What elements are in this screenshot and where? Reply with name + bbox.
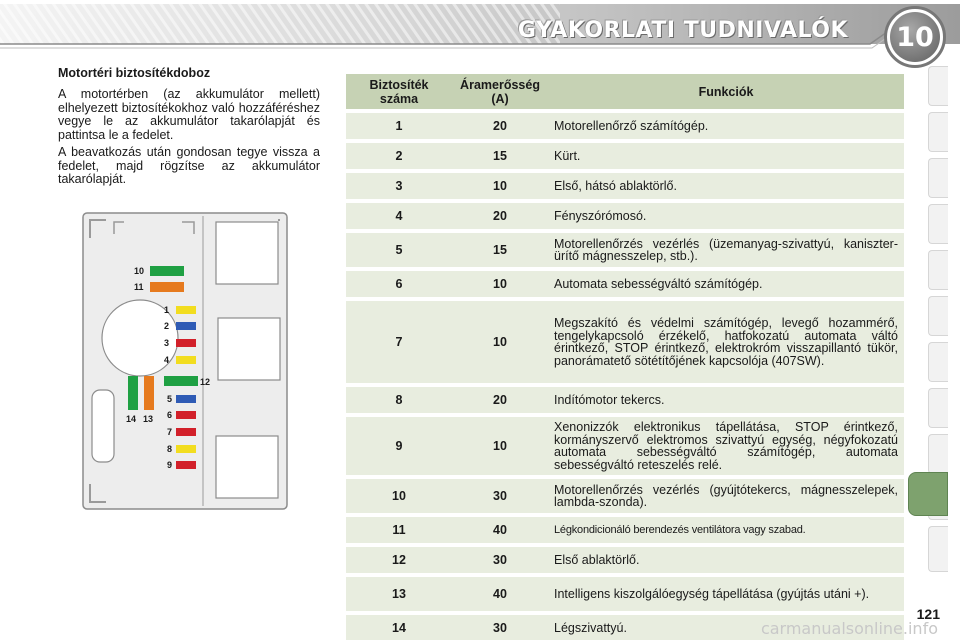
fuse-label: 2 xyxy=(164,321,170,331)
fuse-number: 6 xyxy=(346,271,452,297)
fuse-function: Indítómotor tekercs. xyxy=(548,387,904,413)
fuse-6 xyxy=(176,411,196,419)
watermark: carmanualsonline.info xyxy=(760,619,938,638)
fuse-7 xyxy=(176,428,196,436)
fuse-number: 3 xyxy=(346,173,452,199)
fuse-function: Motorellenőrző számítógép. xyxy=(548,113,904,139)
chapter-tab[interactable] xyxy=(928,342,948,382)
fuse-label: 8 xyxy=(167,444,173,454)
fuse-13 xyxy=(144,376,154,410)
fuse-function: Megszakító és védelmi számítógép, levegő hozammérő, tengelykapcsoló érzékelő, hatfokozatú automata váltó érintkező, STOP érintkező, elektrokróm visszapillantó tükör, panorámatető sötétítőjének kapcsolója (407SW). xyxy=(548,301,904,383)
fuse-amperage: 20 xyxy=(452,113,548,139)
page-header-title: GYAKORLATI TUDNIVALÓK xyxy=(517,18,848,43)
fuse-function: Motorellenőrzés vezérlés (üzemanyag-szivattyú, kaniszter-ürítő mágnesszelep, stb.). xyxy=(548,233,904,267)
relay-slot xyxy=(218,318,280,380)
fuse-amperage: 10 xyxy=(452,173,548,199)
table-row xyxy=(346,173,904,199)
table-row xyxy=(346,577,904,611)
fuse-2 xyxy=(176,322,196,330)
fuse-function: Légkondicionáló berendezés ventilátora vagy szabad. xyxy=(548,517,904,543)
fuse-number: 5 xyxy=(346,233,452,267)
chapter-tab[interactable] xyxy=(928,66,948,106)
table-row xyxy=(346,301,904,383)
chapter-tab[interactable] xyxy=(928,388,948,428)
fuse-number: 1 xyxy=(346,113,452,139)
fuse-amperage: 15 xyxy=(452,143,548,169)
fuse-amperage: 30 xyxy=(452,547,548,573)
fuse-function: Xenonizzók elektronikus tápellátása, STOP érintkező, kormányszervő elektromos szivattyú egység, négyfokozatú automata sebességváltó számítógép, automata sebességváltó reteszelés relé. xyxy=(548,417,904,475)
fuse-amperage: 15 xyxy=(452,233,548,267)
fuse-function: Motorellenőrzés vezérlés (gyújtótekercs, mágnesszelepek, lambda-szonda). xyxy=(548,479,904,513)
intro-paragraph-2: A beavatkozás után gondosan tegye vissza a fedelet, majd rögzítse az akkumulátor takarólapját. xyxy=(58,145,320,186)
chapter-badge-inner xyxy=(890,12,940,62)
fuse-5 xyxy=(176,395,196,403)
fuse-amperage: 40 xyxy=(452,577,548,611)
table-row xyxy=(346,203,904,229)
fuse-amperage: 30 xyxy=(452,615,548,640)
fuse-amperage: 40 xyxy=(452,517,548,543)
fuse-label: 11 xyxy=(134,282,144,292)
chapter-tab[interactable] xyxy=(928,158,948,198)
chapter-tab[interactable] xyxy=(928,296,948,336)
chapter-tab[interactable] xyxy=(928,434,948,474)
chapter-tab[interactable] xyxy=(928,112,948,152)
fuse-function: Kürt. xyxy=(548,143,904,169)
table-row xyxy=(346,547,904,573)
chapter-badge xyxy=(884,6,946,68)
table-row xyxy=(346,417,904,475)
fuse-label: 3 xyxy=(164,338,170,348)
fuse-function: Első, hátsó ablaktörlő. xyxy=(548,173,904,199)
fuse-label: 1 xyxy=(164,305,170,315)
fuse-function: Intelligens kiszolgálóegység tápellátása (gyújtás utáni +). xyxy=(548,577,904,611)
oval-slot xyxy=(92,390,114,462)
fuse-label: 9 xyxy=(167,460,173,470)
fuse-label: 5 xyxy=(167,394,173,404)
fuse-amperage: 20 xyxy=(452,387,548,413)
fuse-amperage: 20 xyxy=(452,203,548,229)
fuse-number: 14 xyxy=(346,615,452,640)
chapter-tab-active[interactable] xyxy=(908,472,948,516)
table-row xyxy=(346,479,904,513)
fuse-amperage: 10 xyxy=(452,417,548,475)
fuse-12 xyxy=(164,376,198,386)
fuse-label: 14 xyxy=(126,414,137,424)
table-row xyxy=(346,233,904,267)
fuse-label: 7 xyxy=(167,427,173,437)
fuse-number: 4 xyxy=(346,203,452,229)
fuse-8 xyxy=(176,445,196,453)
table-row xyxy=(346,387,904,413)
chapter-tab[interactable] xyxy=(928,526,948,572)
fuse-9 xyxy=(176,461,196,469)
relay-slot xyxy=(216,222,278,284)
fuse-function: Automata sebességváltó számítógép. xyxy=(548,271,904,297)
table-row xyxy=(346,143,904,169)
page-number: 121 xyxy=(916,606,940,622)
fuse-label: 6 xyxy=(167,410,173,420)
fuse-label: 4 xyxy=(164,355,170,365)
table-row xyxy=(346,517,904,543)
fuse-number: 9 xyxy=(346,417,452,475)
fuse-number: 10 xyxy=(346,479,452,513)
section-title: Motortéri biztosítékdoboz xyxy=(58,66,211,80)
fuse-number: 2 xyxy=(346,143,452,169)
header-functions: Funkciók xyxy=(548,74,904,109)
fuse-amperage: 10 xyxy=(452,271,548,297)
fuse-3 xyxy=(176,339,196,347)
fusebox-diagram xyxy=(82,212,288,510)
fuse-4 xyxy=(176,356,196,364)
header-fuse-number: Biztosíték száma xyxy=(346,74,452,109)
chapter-tab[interactable] xyxy=(928,250,948,290)
fuse-function: Első ablaktörlő. xyxy=(548,547,904,573)
fuse-number: 7 xyxy=(346,301,452,383)
header-amperage: Áramerősség (A) xyxy=(452,74,548,109)
chapter-tab[interactable] xyxy=(928,204,948,244)
fuse-1 xyxy=(176,306,196,314)
fuse-label: 13 xyxy=(143,414,154,424)
fuse-number: 8 xyxy=(346,387,452,413)
fuse-amperage: 30 xyxy=(452,479,548,513)
intro-section xyxy=(58,66,320,191)
fuse-amperage: 10 xyxy=(452,301,548,383)
fuse-label: 12 xyxy=(200,377,211,387)
fuse-label: 10 xyxy=(134,266,145,276)
fuse-10 xyxy=(150,266,184,276)
fuse-number: 11 xyxy=(346,517,452,543)
fuse-number: 12 xyxy=(346,547,452,573)
fuse-table xyxy=(346,70,904,640)
table-row xyxy=(346,113,904,139)
fuse-11 xyxy=(150,282,184,292)
fuse-table-body xyxy=(346,113,904,640)
intro-paragraph-1: A motortérben (az akkumulátor mellett) elhelyezett biztosítékokhoz való hozzáféréshez vegye le az akkumulátor takarólapját és pattintsa le a fedelet. xyxy=(58,87,320,142)
fuse-function: Fényszórómosó. xyxy=(548,203,904,229)
chapter-number: 10 xyxy=(896,21,934,53)
relay-slot xyxy=(216,436,278,498)
fuse-function: Légszivattyú. xyxy=(548,615,904,640)
fuse-14 xyxy=(128,376,138,410)
table-row xyxy=(346,271,904,297)
fuse-number: 13 xyxy=(346,577,452,611)
table-header-row xyxy=(346,74,904,109)
